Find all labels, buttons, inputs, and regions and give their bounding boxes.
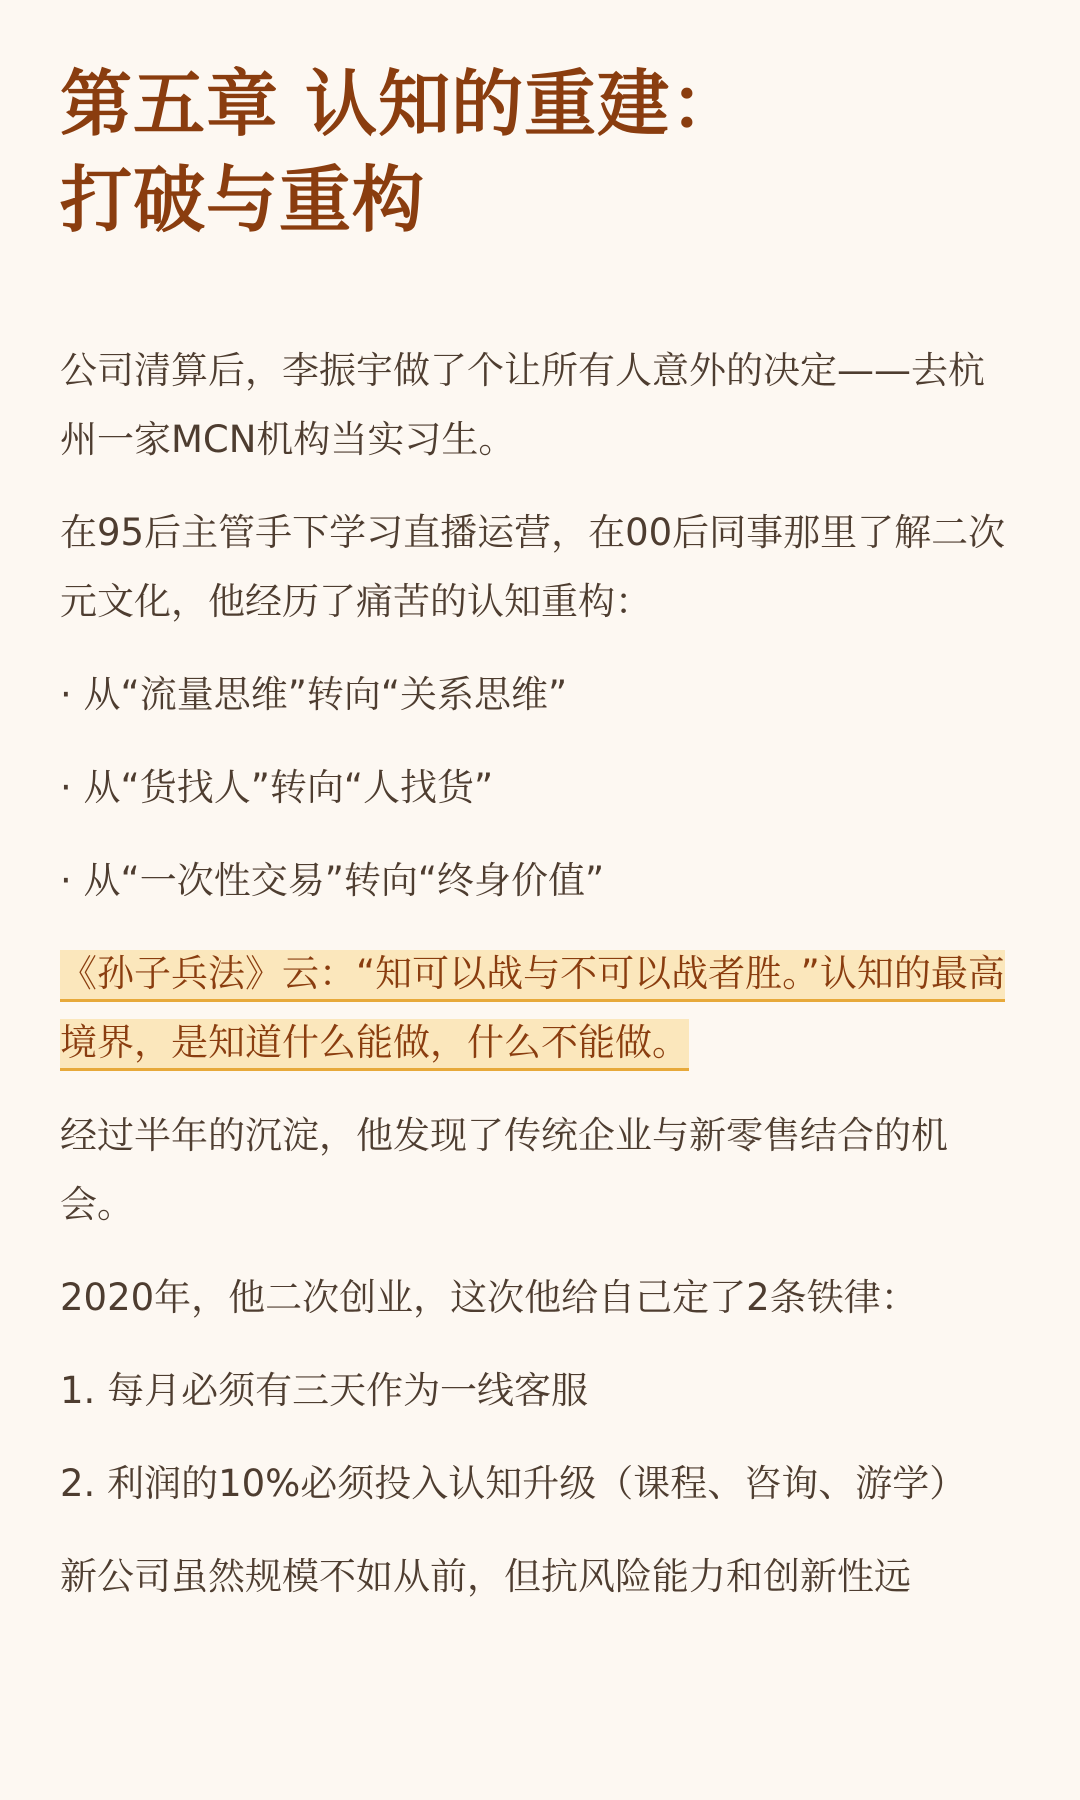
rule-item-cognition-upgrade: 2. 利润的10%必须投入认知升级（课程、咨询、游学） (60, 1462, 967, 1505)
chapter-title (60, 56, 1020, 248)
highlighted-quote-text: 《孙子兵法》云：“知可以战与不可以战者胜。”认知的最高境界，是知道什么能做，什么不能做。 (60, 950, 1005, 1071)
paragraph-second-venture: 2020年，他二次创业，这次他给自己定了2条铁律： (60, 1276, 918, 1319)
bullet-item-lifetime-value: · 从“一次性交易”转向“终身价值” (60, 859, 605, 902)
article-body (60, 336, 1020, 1611)
paragraph-new-company: 新公司虽然规模不如从前，但抗风险能力和创新性远 (60, 1555, 911, 1598)
bullet-item-traffic: · 从“流量思维”转向“关系思维” (60, 673, 568, 716)
chapter-title-line-1: 第五章 认知的重建： (60, 62, 744, 146)
paragraph-liquidation: 公司清算后，李振宇做了个让所有人意外的决定——去杭州一家MCN机构当实习生。 (60, 349, 985, 461)
bullet-item-goods: · 从“货找人”转向“人找货” (60, 766, 494, 809)
paragraph-opportunity: 经过半年的沉淀，他发现了传统企业与新零售结合的机会。 (60, 1114, 948, 1226)
rule-item-customer-service: 1. 每月必须有三天作为一线客服 (60, 1369, 589, 1412)
paragraph-learning: 在95后主管手下学习直播运营，在00后同事那里了解二次元文化，他经历了痛苦的认知重构： (60, 511, 1006, 623)
chapter-title-line-2: 打破与重构 (60, 158, 426, 242)
highlighted-quote (60, 939, 1020, 1077)
